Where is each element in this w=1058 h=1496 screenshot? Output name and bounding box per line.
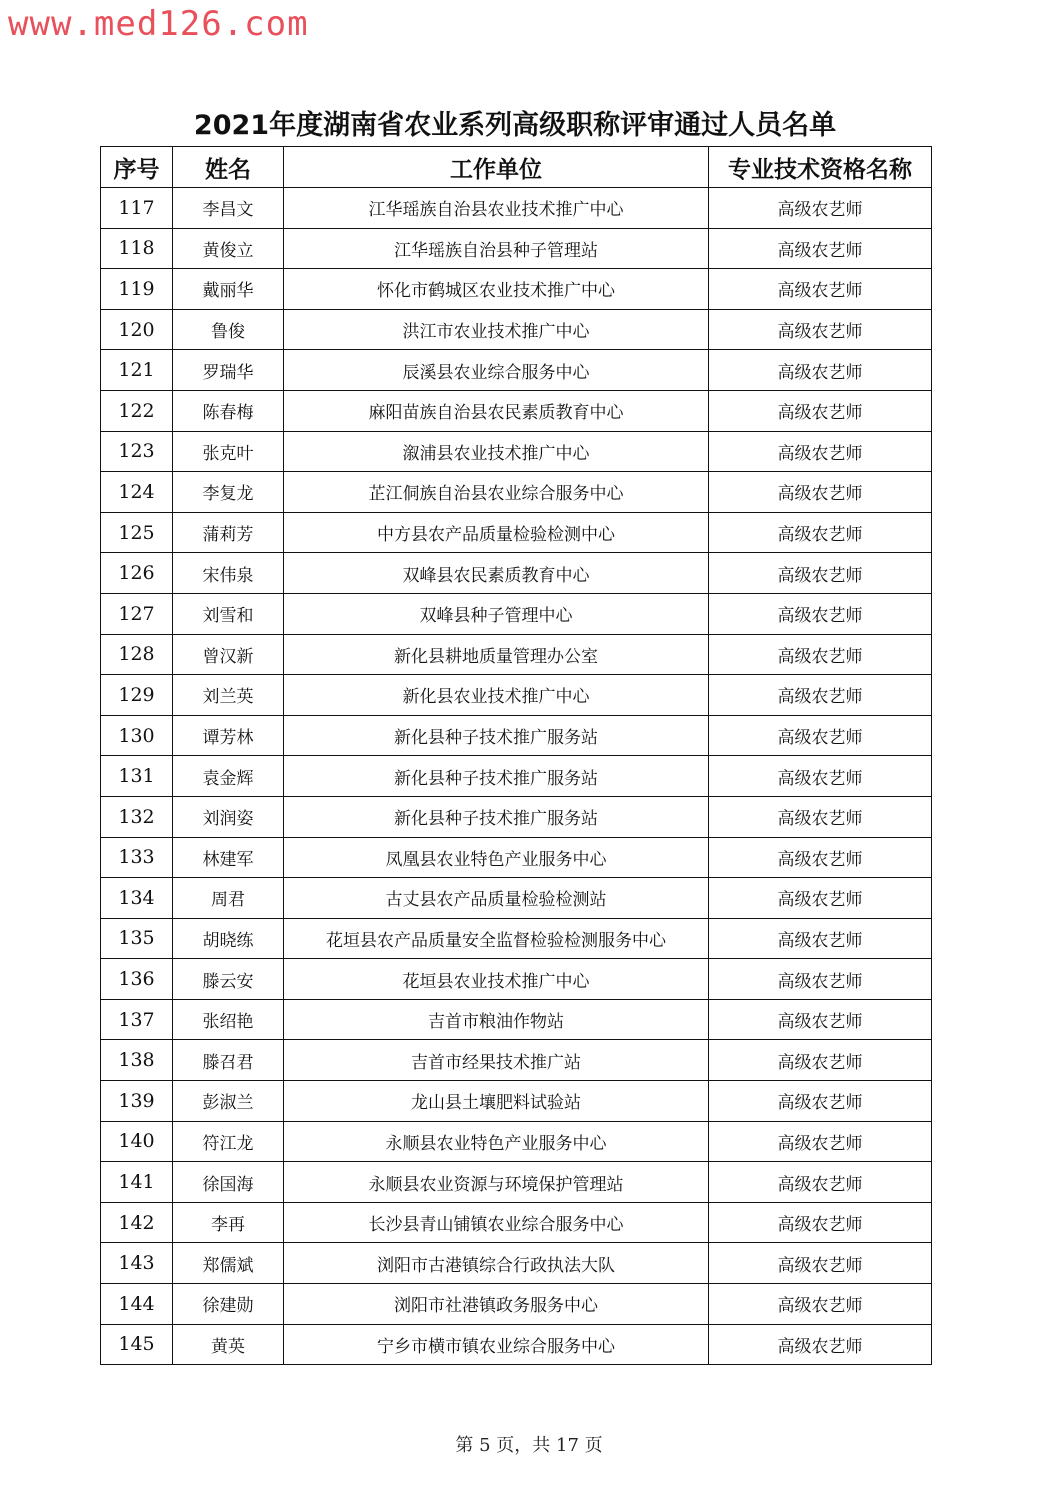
cell-workplace: 辰溪县农业综合服务中心 (284, 350, 709, 391)
cell-workplace: 古丈县农产品质量检验检测站 (284, 878, 709, 919)
cell-name: 符江龙 (173, 1121, 284, 1162)
cell-workplace: 凤凰县农业特色产业服务中心 (284, 837, 709, 878)
cell-name: 鲁俊 (173, 309, 284, 350)
cell-qualification: 高级农艺师 (709, 309, 932, 350)
cell-workplace: 花垣县农业技术推广中心 (284, 959, 709, 1000)
cell-name: 徐建勋 (173, 1284, 284, 1325)
table-row (101, 269, 932, 310)
cell-name: 刘雪和 (173, 593, 284, 634)
cell-qualification: 高级农艺师 (709, 715, 932, 756)
table-row (101, 593, 932, 634)
cell-qualification: 高级农艺师 (709, 1243, 932, 1284)
cell-name: 罗瑞华 (173, 350, 284, 391)
cell-workplace: 永顺县农业资源与环境保护管理站 (284, 1162, 709, 1203)
cell-qualification: 高级农艺师 (709, 878, 932, 919)
table-row (101, 796, 932, 837)
cell-qualification: 高级农艺师 (709, 918, 932, 959)
table-row (101, 918, 932, 959)
header-workplace: 工作单位 (284, 147, 709, 188)
watermark: www.med126.com (8, 4, 309, 44)
cell-name: 郑儒斌 (173, 1243, 284, 1284)
cell-serial: 118 (101, 228, 173, 269)
cell-name: 彭淑兰 (173, 1081, 284, 1122)
table-row (101, 1081, 932, 1122)
cell-name: 周君 (173, 878, 284, 919)
table-row (101, 837, 932, 878)
cell-serial: 140 (101, 1121, 173, 1162)
table-header-row (101, 147, 932, 188)
cell-serial: 145 (101, 1324, 173, 1365)
cell-serial: 125 (101, 512, 173, 553)
cell-qualification: 高级农艺师 (709, 1121, 932, 1162)
cell-workplace: 新化县种子技术推广服务站 (284, 715, 709, 756)
cell-workplace: 怀化市鹤城区农业技术推广中心 (284, 269, 709, 310)
cell-serial: 121 (101, 350, 173, 391)
cell-serial: 120 (101, 309, 173, 350)
cell-name: 滕云安 (173, 959, 284, 1000)
cell-serial: 137 (101, 999, 173, 1040)
cell-qualification: 高级农艺师 (709, 1040, 932, 1081)
table-row (101, 1162, 932, 1203)
cell-workplace: 花垣县农产品质量安全监督检验检测服务中心 (284, 918, 709, 959)
table-row (101, 634, 932, 675)
cell-serial: 136 (101, 959, 173, 1000)
table-row (101, 999, 932, 1040)
cell-serial: 124 (101, 472, 173, 513)
table-row (101, 878, 932, 919)
table-row (101, 350, 932, 391)
cell-name: 蒲莉芳 (173, 512, 284, 553)
table-row (101, 472, 932, 513)
cell-workplace: 溆浦县农业技术推广中心 (284, 431, 709, 472)
header-qualification: 专业技术资格名称 (709, 147, 932, 188)
cell-name: 戴丽华 (173, 269, 284, 310)
cell-qualification: 高级农艺师 (709, 1284, 932, 1325)
cell-serial: 143 (101, 1243, 173, 1284)
table-row (101, 309, 932, 350)
cell-workplace: 吉首市经果技术推广站 (284, 1040, 709, 1081)
table-row (101, 431, 932, 472)
cell-serial: 123 (101, 431, 173, 472)
table-row (101, 1040, 932, 1081)
cell-qualification: 高级农艺师 (709, 593, 932, 634)
cell-name: 陈春梅 (173, 390, 284, 431)
table-row (101, 675, 932, 716)
table-row (101, 959, 932, 1000)
cell-workplace: 麻阳苗族自治县农民素质教育中心 (284, 390, 709, 431)
cell-workplace: 新化县种子技术推广服务站 (284, 796, 709, 837)
cell-name: 黄英 (173, 1324, 284, 1365)
header-name: 姓名 (173, 147, 284, 188)
cell-workplace: 宁乡市横市镇农业综合服务中心 (284, 1324, 709, 1365)
cell-qualification: 高级农艺师 (709, 999, 932, 1040)
cell-serial: 134 (101, 878, 173, 919)
cell-workplace: 中方县农产品质量检验检测中心 (284, 512, 709, 553)
cell-qualification: 高级农艺师 (709, 1081, 932, 1122)
cell-qualification: 高级农艺师 (709, 959, 932, 1000)
cell-workplace: 浏阳市古港镇综合行政执法大队 (284, 1243, 709, 1284)
cell-name: 张克叶 (173, 431, 284, 472)
cell-workplace: 双峰县种子管理中心 (284, 593, 709, 634)
cell-qualification: 高级农艺师 (709, 837, 932, 878)
cell-serial: 126 (101, 553, 173, 594)
cell-name: 刘润姿 (173, 796, 284, 837)
cell-qualification: 高级农艺师 (709, 1202, 932, 1243)
cell-workplace: 龙山县土壤肥料试验站 (284, 1081, 709, 1122)
cell-qualification: 高级农艺师 (709, 1162, 932, 1203)
cell-qualification: 高级农艺师 (709, 634, 932, 675)
cell-workplace: 新化县种子技术推广服务站 (284, 756, 709, 797)
cell-name: 滕召君 (173, 1040, 284, 1081)
table-row (101, 512, 932, 553)
cell-name: 李复龙 (173, 472, 284, 513)
cell-qualification: 高级农艺师 (709, 431, 932, 472)
cell-qualification: 高级农艺师 (709, 269, 932, 310)
cell-name: 张绍艳 (173, 999, 284, 1040)
cell-serial: 122 (101, 390, 173, 431)
cell-name: 徐国海 (173, 1162, 284, 1203)
cell-qualification: 高级农艺师 (709, 472, 932, 513)
table-row (101, 1202, 932, 1243)
cell-workplace: 新化县耕地质量管理办公室 (284, 634, 709, 675)
cell-name: 李昌文 (173, 188, 284, 229)
cell-serial: 119 (101, 269, 173, 310)
cell-qualification: 高级农艺师 (709, 188, 932, 229)
cell-name: 胡晓练 (173, 918, 284, 959)
cell-serial: 129 (101, 675, 173, 716)
table-row (101, 1284, 932, 1325)
cell-serial: 141 (101, 1162, 173, 1203)
table-row (101, 390, 932, 431)
cell-serial: 139 (101, 1081, 173, 1122)
cell-workplace: 新化县农业技术推广中心 (284, 675, 709, 716)
cell-qualification: 高级农艺师 (709, 1324, 932, 1365)
cell-serial: 132 (101, 796, 173, 837)
cell-serial: 117 (101, 188, 173, 229)
cell-serial: 138 (101, 1040, 173, 1081)
cell-serial: 131 (101, 756, 173, 797)
cell-qualification: 高级农艺师 (709, 512, 932, 553)
cell-serial: 127 (101, 593, 173, 634)
cell-workplace: 洪江市农业技术推广中心 (284, 309, 709, 350)
table-row (101, 1243, 932, 1284)
roster-table (100, 146, 932, 1365)
cell-name: 宋伟泉 (173, 553, 284, 594)
cell-qualification: 高级农艺师 (709, 675, 932, 716)
cell-serial: 144 (101, 1284, 173, 1325)
cell-qualification: 高级农艺师 (709, 350, 932, 391)
cell-qualification: 高级农艺师 (709, 553, 932, 594)
cell-name: 黄俊立 (173, 228, 284, 269)
cell-name: 谭芳林 (173, 715, 284, 756)
cell-qualification: 高级农艺师 (709, 390, 932, 431)
table-body (101, 188, 932, 1365)
cell-workplace: 长沙县青山铺镇农业综合服务中心 (284, 1202, 709, 1243)
cell-serial: 142 (101, 1202, 173, 1243)
cell-workplace: 江华瑶族自治县种子管理站 (284, 228, 709, 269)
cell-name: 袁金辉 (173, 756, 284, 797)
cell-name: 曾汉新 (173, 634, 284, 675)
table-row (101, 715, 932, 756)
table-row (101, 756, 932, 797)
header-serial: 序号 (101, 147, 173, 188)
cell-workplace: 吉首市粮油作物站 (284, 999, 709, 1040)
cell-workplace: 芷江侗族自治县农业综合服务中心 (284, 472, 709, 513)
cell-serial: 135 (101, 918, 173, 959)
cell-serial: 133 (101, 837, 173, 878)
cell-name: 林建军 (173, 837, 284, 878)
table-row (101, 228, 932, 269)
table-row (101, 553, 932, 594)
page-footer: 第 5 页，共 17 页 (455, 1435, 603, 1456)
cell-qualification: 高级农艺师 (709, 796, 932, 837)
cell-workplace: 永顺县农业特色产业服务中心 (284, 1121, 709, 1162)
page-title: 2021年度湖南省农业系列高级职称评审通过人员名单 (193, 110, 837, 141)
cell-serial: 130 (101, 715, 173, 756)
cell-qualification: 高级农艺师 (709, 756, 932, 797)
cell-qualification: 高级农艺师 (709, 228, 932, 269)
cell-workplace: 江华瑶族自治县农业技术推广中心 (284, 188, 709, 229)
cell-name: 李再 (173, 1202, 284, 1243)
table-row (101, 1121, 932, 1162)
table-row (101, 188, 932, 229)
cell-workplace: 双峰县农民素质教育中心 (284, 553, 709, 594)
table-row (101, 1324, 932, 1365)
cell-serial: 128 (101, 634, 173, 675)
cell-workplace: 浏阳市社港镇政务服务中心 (284, 1284, 709, 1325)
cell-name: 刘兰英 (173, 675, 284, 716)
